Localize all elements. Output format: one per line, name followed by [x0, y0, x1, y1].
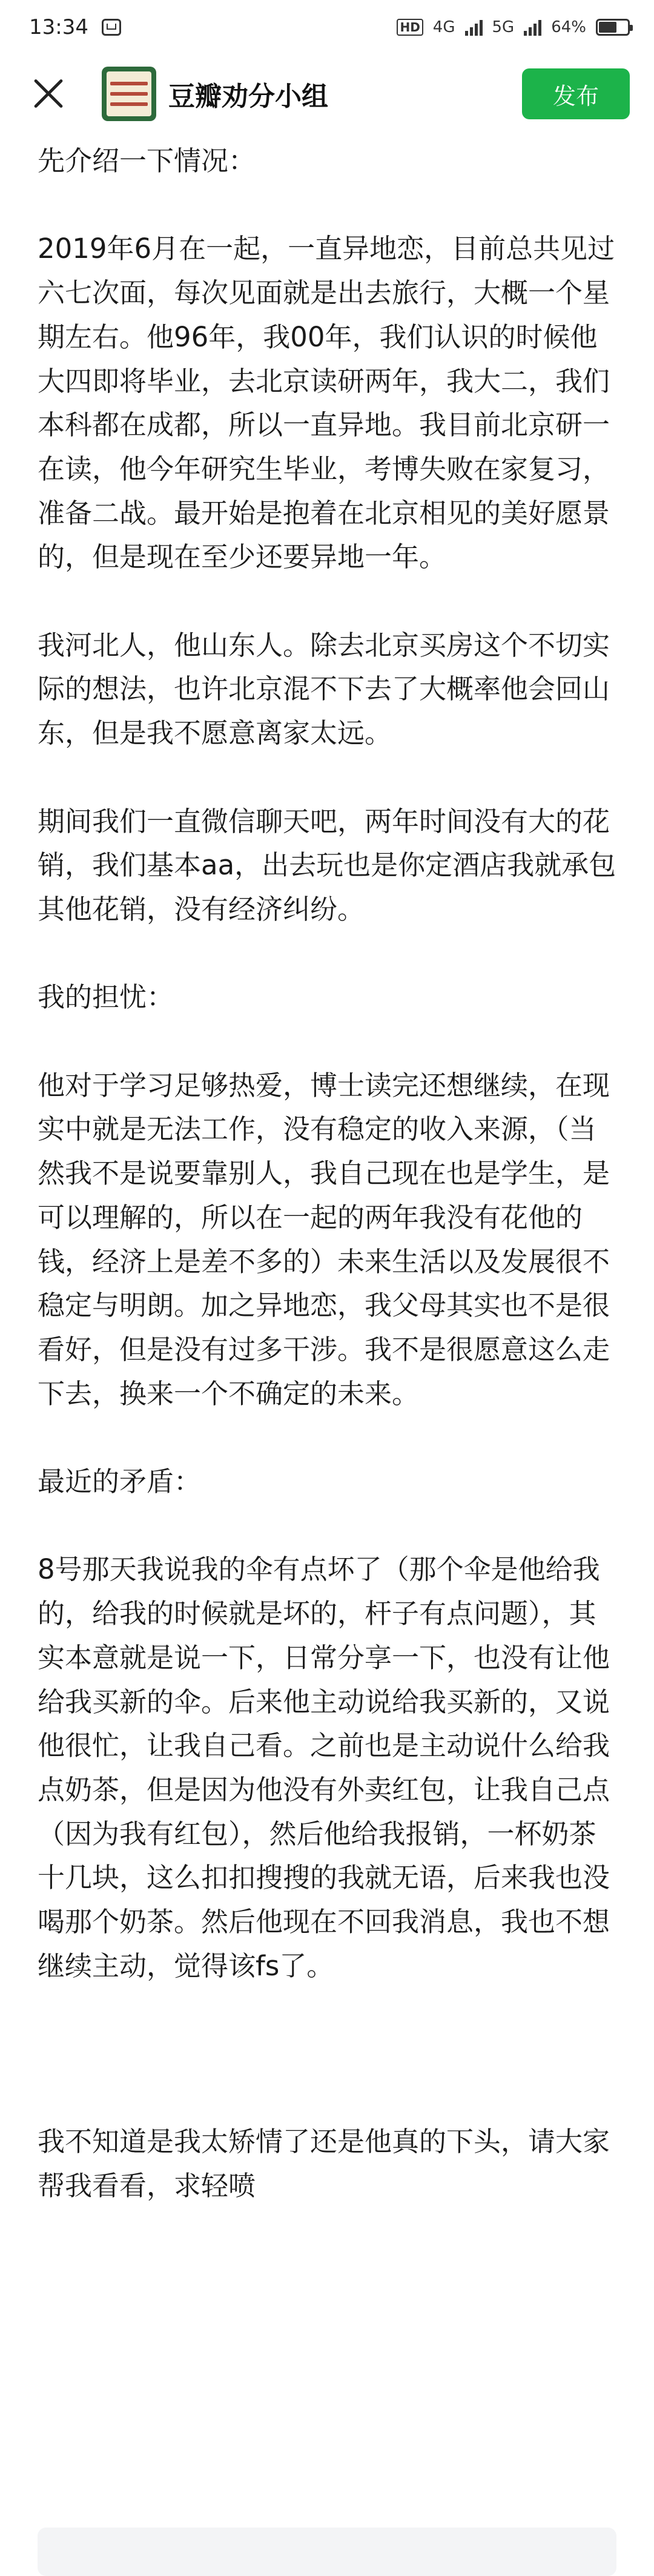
group-name: 豆瓣劝分小组: [168, 81, 328, 112]
battery-level: [599, 22, 616, 33]
post-paragraph: 2019年6月在一起，一直异地恋，目前总共见过六七次面，每次见面就是出去旅行，大概一个星期左右。他96年，我00年，我们认识的时候他大四即将毕业，去北京读研两年，我大二，我们本科都在成都，所以一直异地。我目前北京研一在读，他今年研究生毕业，考博失败在家复习，准备二战。最开始是抱着在北京相见的美好愿景的，但是现在至少还要异地一年。: [38, 233, 615, 573]
net-4g-label: 4G: [432, 18, 455, 36]
post-paragraph: 他对于学习足够热爱，博士读完还想继续，在现实中就是无法工作，没有稳定的收入来源，（当然我不是说要靠别人，我自己现在也是学生，是可以理解的，所以在一起的两年我没有花他的钱，经济上是差不多的）未来生活以及发展很不稳定与明朗。加之异地恋，我父母其实也不是很看好，但是没有过多干涉。我不是很愿意这么走下去，换来一个不确定的未来。: [38, 1069, 610, 1410]
signal-icon-2: [524, 19, 541, 36]
close-icon[interactable]: [31, 77, 65, 111]
top-bar: [0, 54, 654, 133]
post-paragraph: 8号那天我说我的伞有点坏了（那个伞是他给我的，给我的时候就是坏的，杆子有点问题），其实本意就是说一下，日常分享一下，也没有让他给我买新的伞。后来他主动说给我买新的，又说他很忙，让我自己看。之前也是主动说什么给我点奶茶，但是因为他没有外卖红包，让我自己点（因为我有红包），然后他给我报销，一杯奶茶十几块，这么扣扣搜搜的我就无语，后来我也没喝那个奶茶。然后他现在不回我消息，我也不想继续主动，觉得该fs了。: [38, 1553, 610, 1982]
group-avatar: [102, 67, 156, 121]
bottom-panel: [38, 2528, 616, 2576]
post-paragraph: 我河北人，他山东人。除去北京买房这个不切实际的想法，也许北京混不下去了大概率他会回山东，但是我不愿意离家太远。: [38, 629, 610, 750]
status-time: 13:34: [29, 15, 88, 39]
post-body[interactable]: [38, 139, 619, 2208]
notification-icon: [102, 19, 121, 36]
battery-text: 64%: [551, 18, 586, 36]
hd-badge: HD: [397, 19, 423, 36]
post-paragraph: 先介绍一下情况：: [38, 145, 256, 177]
publish-button[interactable]: 发布: [522, 68, 630, 119]
group-avatar-plaque: [107, 71, 151, 116]
signal-icon: [465, 19, 483, 36]
net-5g-label: 5G: [492, 18, 515, 36]
status-bar: [0, 0, 654, 54]
battery-icon: [596, 19, 630, 36]
post-paragraph: 我的担忧：: [38, 981, 174, 1014]
post-paragraph: 我不知道是我太矫情了还是他真的下头，请大家帮我看看，求轻喷: [38, 2125, 610, 2202]
post-paragraph: 最近的矛盾：: [38, 1465, 202, 1498]
post-paragraph: 期间我们一直微信聊天吧，两年时间没有大的花销，我们基本aa，出去玩也是你定酒店我就承包其他花销，没有经济纠纷。: [38, 805, 616, 925]
